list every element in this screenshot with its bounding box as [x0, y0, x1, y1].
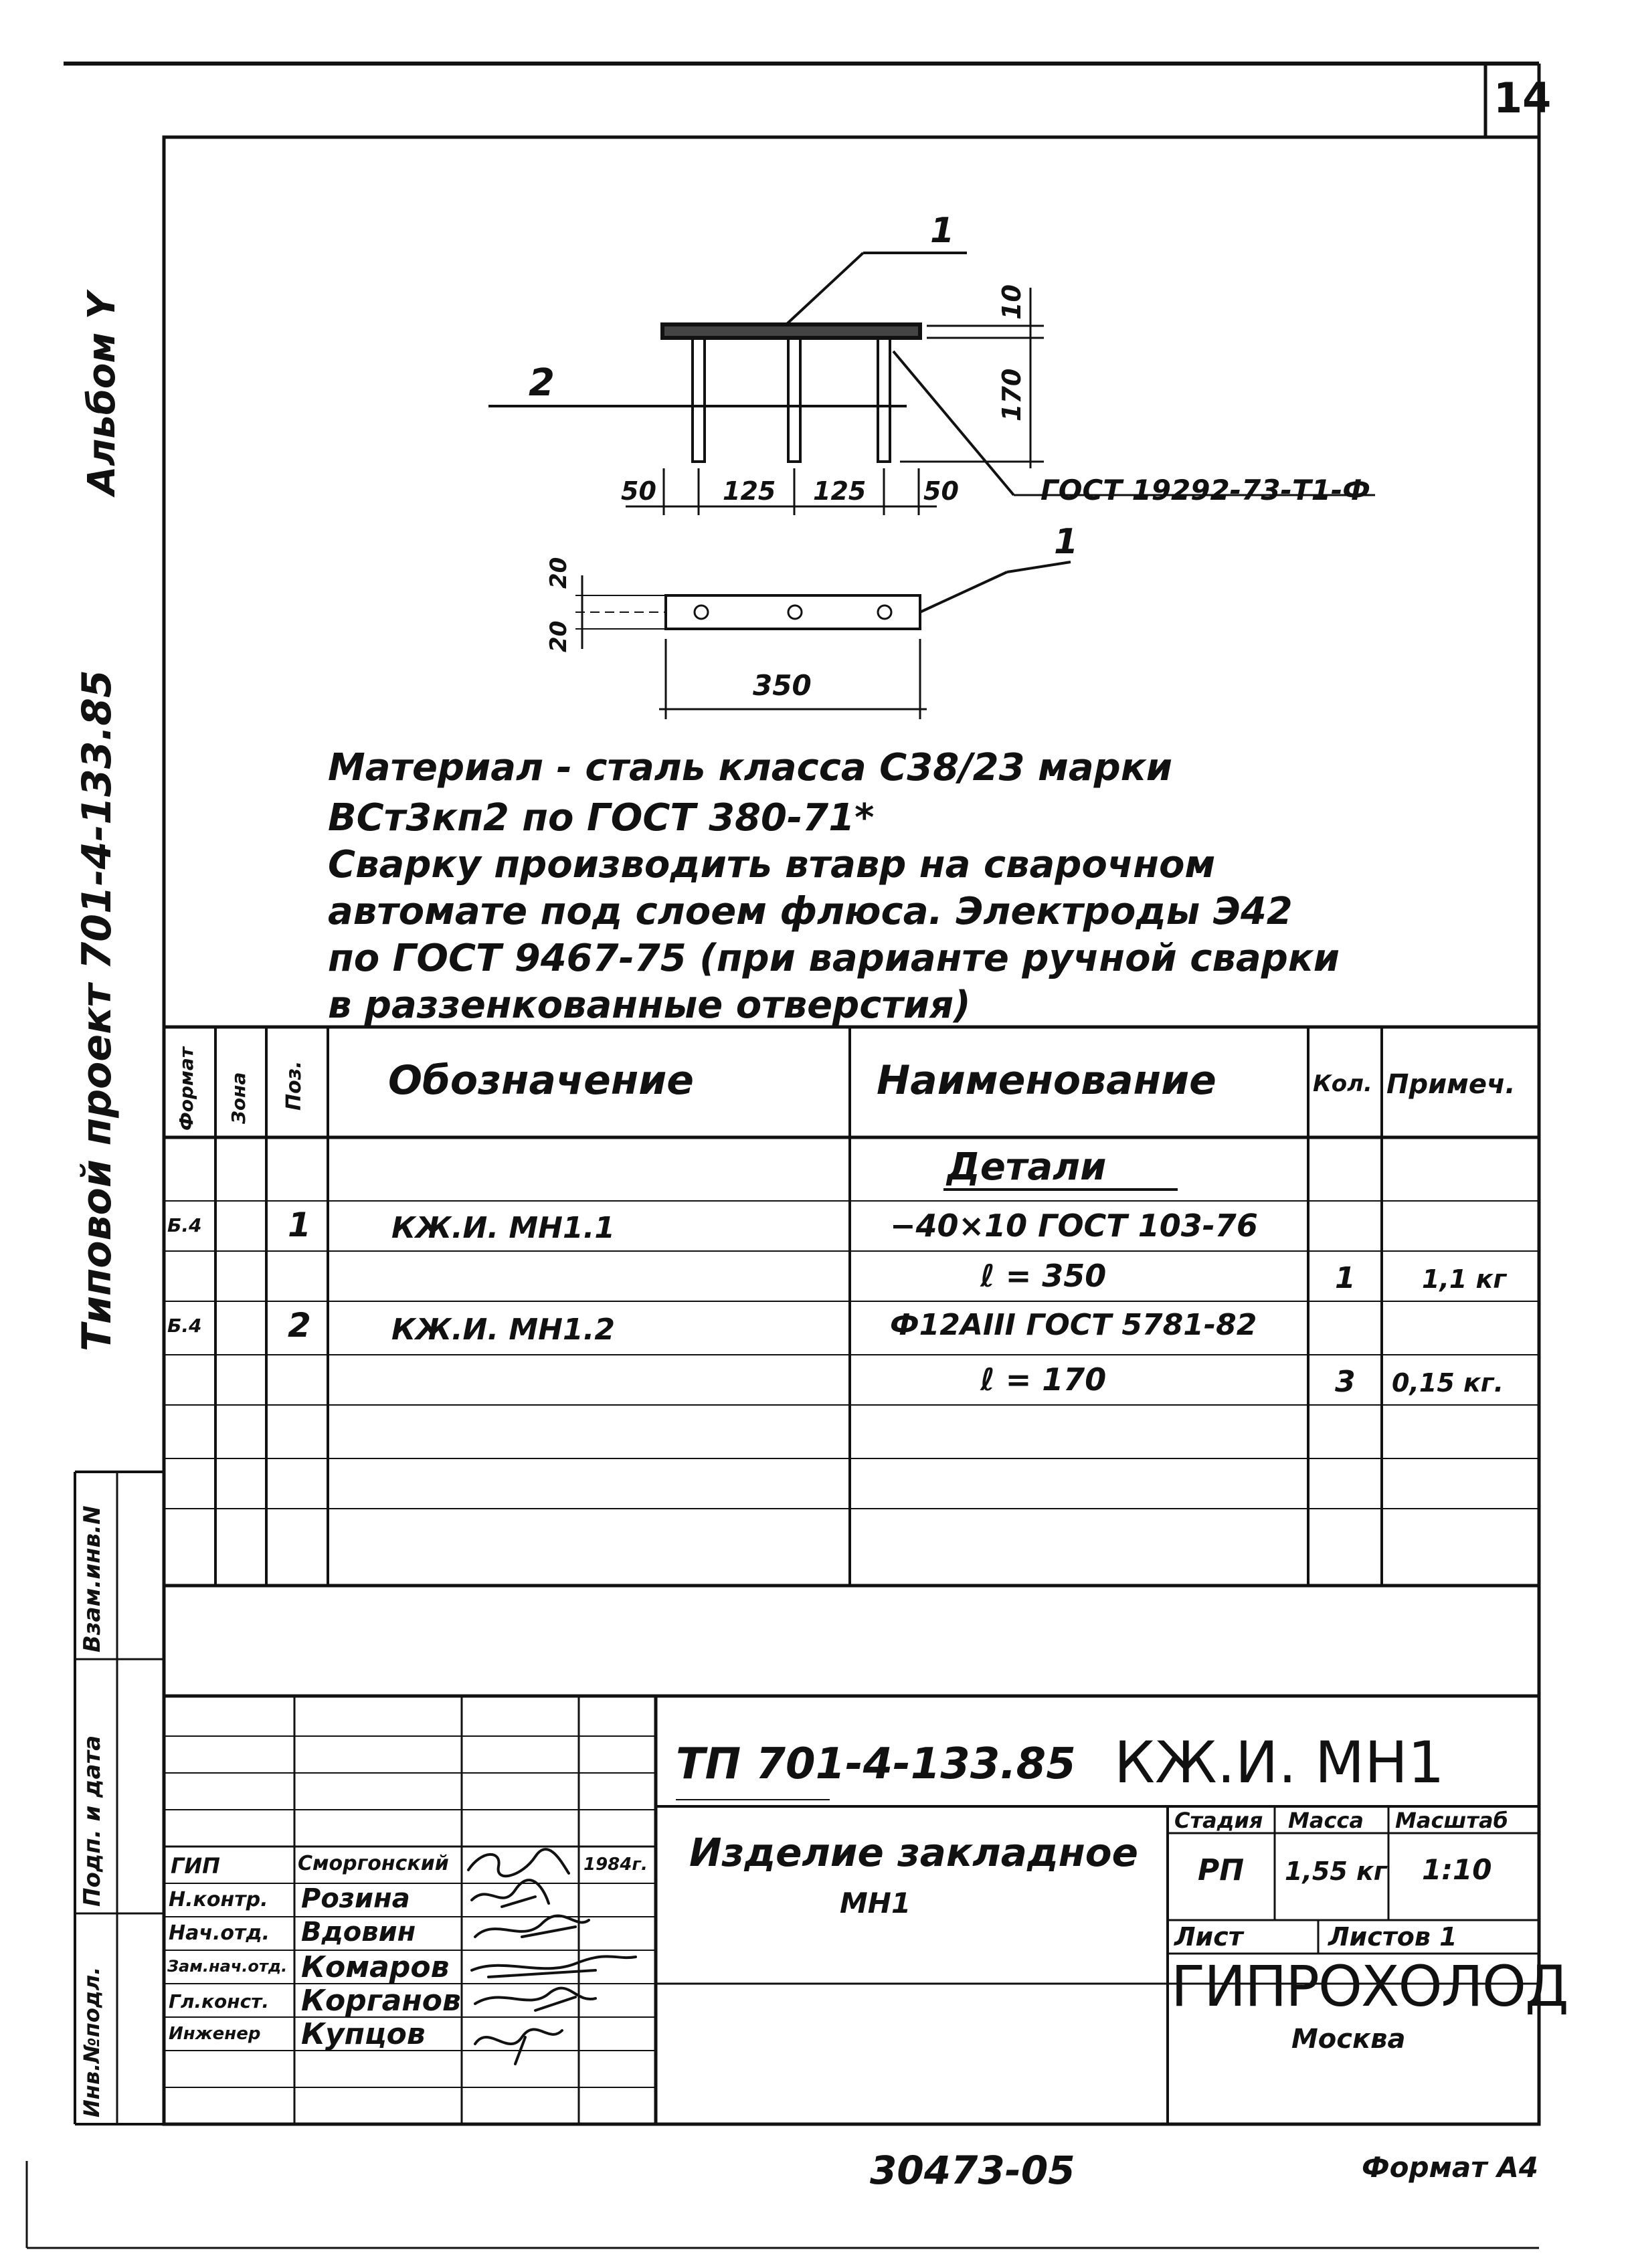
signer-name: Купцов	[301, 2017, 426, 2051]
mass-value: 1,55 кг	[1285, 1857, 1387, 1886]
callout-1-bottom: 1	[1054, 522, 1079, 562]
header-format: Формат	[175, 1046, 197, 1131]
signer-role: Н.контр.	[169, 1888, 268, 1911]
dim-170: 170	[997, 368, 1026, 421]
inv-podl-label: Инв.№подл.	[79, 1966, 104, 2117]
vzam-inv-label: Взам.инв.N	[79, 1505, 106, 1652]
cell-name: Ф12АIII ГОСТ 5781-82	[890, 1308, 1257, 1342]
dim-50-left: 50	[621, 476, 656, 506]
cell-qty: 1	[1335, 1261, 1356, 1295]
cell-pos: 1	[288, 1206, 311, 1244]
dim-125-b: 125	[813, 476, 867, 506]
format-label: Формат А4	[1362, 2151, 1538, 2184]
note-line: Сварку производить втавр на сварочном	[328, 843, 1216, 886]
scale-label: Масштаб	[1395, 1808, 1508, 1833]
dim-20-a: 20	[545, 557, 572, 589]
gost-ref: ГОСТ 19292-73-Т1-Ф	[1041, 474, 1370, 506]
signer-role: Инженер	[169, 2024, 261, 2044]
signer-name: Смоpгонский	[298, 1852, 449, 1875]
header-zone: Зона	[228, 1072, 250, 1124]
org-name: ГИПРОХОЛОД	[1171, 1954, 1568, 2019]
sheet-number: 14	[1494, 74, 1552, 122]
signer-name: Комаров	[301, 1950, 450, 1984]
signer-role: ГИП	[171, 1853, 220, 1879]
header-pos: Поз.	[282, 1060, 306, 1111]
archive-number: 30473-05	[870, 2148, 1075, 2193]
section-title: Детали	[947, 1145, 1107, 1189]
part-plan-view	[575, 562, 1071, 719]
dim-20-b: 20	[545, 620, 572, 652]
dim-10: 10	[997, 284, 1026, 320]
item-mark: МН1	[840, 1887, 911, 1919]
sheet-label: Лист	[1174, 1922, 1243, 1952]
cell-designation: КЖ.И. МН1.2	[391, 1313, 615, 1347]
callout-1-top: 1	[930, 211, 955, 251]
item-name: Изделие закладное	[689, 1830, 1138, 1875]
dim-125-a: 125	[723, 476, 776, 506]
signer-name: Вдовин	[301, 1917, 416, 1948]
cell-name: ℓ = 170	[980, 1361, 1107, 1398]
cell-pos: 2	[288, 1306, 311, 1345]
cell-name: ℓ = 350	[980, 1258, 1107, 1294]
project-code: ТП 701-4-133.85	[676, 1739, 1076, 1789]
signatures	[462, 1843, 656, 2091]
signer-role: Зам.нач.отд.	[167, 1957, 288, 1976]
mass-label: Масса	[1288, 1808, 1364, 1833]
cell-name: −40×10 ГОСТ 103-76	[890, 1208, 1258, 1244]
note-line: ВСт3кп2 по ГОСТ 380-71*	[328, 796, 875, 840]
sheets-label: Листов 1	[1328, 1922, 1457, 1952]
stage-value: РП	[1198, 1853, 1245, 1887]
dim-50-right: 50	[923, 476, 959, 506]
stage-label: Стадия	[1174, 1808, 1263, 1833]
header-name: Наименование	[877, 1057, 1216, 1104]
cell-note: 1,1 кг	[1422, 1264, 1507, 1294]
signer-role: Нач.отд.	[169, 1921, 270, 1945]
cell-qty: 3	[1335, 1365, 1356, 1399]
album-label: Альбом Y	[80, 292, 124, 495]
header-designation: Обозначение	[388, 1057, 695, 1104]
dim-350: 350	[753, 669, 812, 702]
note-line: Материал - сталь класса С38/23 марки	[328, 746, 1172, 789]
cell-designation: КЖ.И. МН1.1	[391, 1211, 615, 1245]
note-line: в раззенкованные отверстия)	[328, 983, 971, 1027]
scale-value: 1:10	[1422, 1853, 1492, 1886]
note-line: по ГОСТ 9467-75 (при варианте ручной сварки	[328, 937, 1340, 980]
org-city: Москва	[1291, 2024, 1406, 2055]
doc-code: КЖ.И. МН1	[1114, 1729, 1445, 1796]
cell-format: Б.4	[167, 1315, 202, 1337]
signer-role: Гл.конст.	[169, 1990, 270, 2012]
header-note: Примеч.	[1386, 1069, 1516, 1100]
project-label: Типовой проект 701-4-133.85	[74, 670, 120, 1351]
cell-format: Б.4	[167, 1214, 202, 1236]
signer-name: Корганов	[301, 1984, 461, 2018]
callout-2: 2	[529, 361, 555, 405]
podp-data-label: Подп. и дата	[79, 1735, 106, 1907]
signer-date: 1984г.	[583, 1855, 648, 1875]
signer-name: Розина	[301, 1883, 410, 1914]
note-line: автомате под слоем флюса. Электроды Э42	[328, 890, 1293, 933]
cell-note: 0,15 кг.	[1392, 1368, 1504, 1398]
header-qty: Кол.	[1313, 1070, 1372, 1097]
